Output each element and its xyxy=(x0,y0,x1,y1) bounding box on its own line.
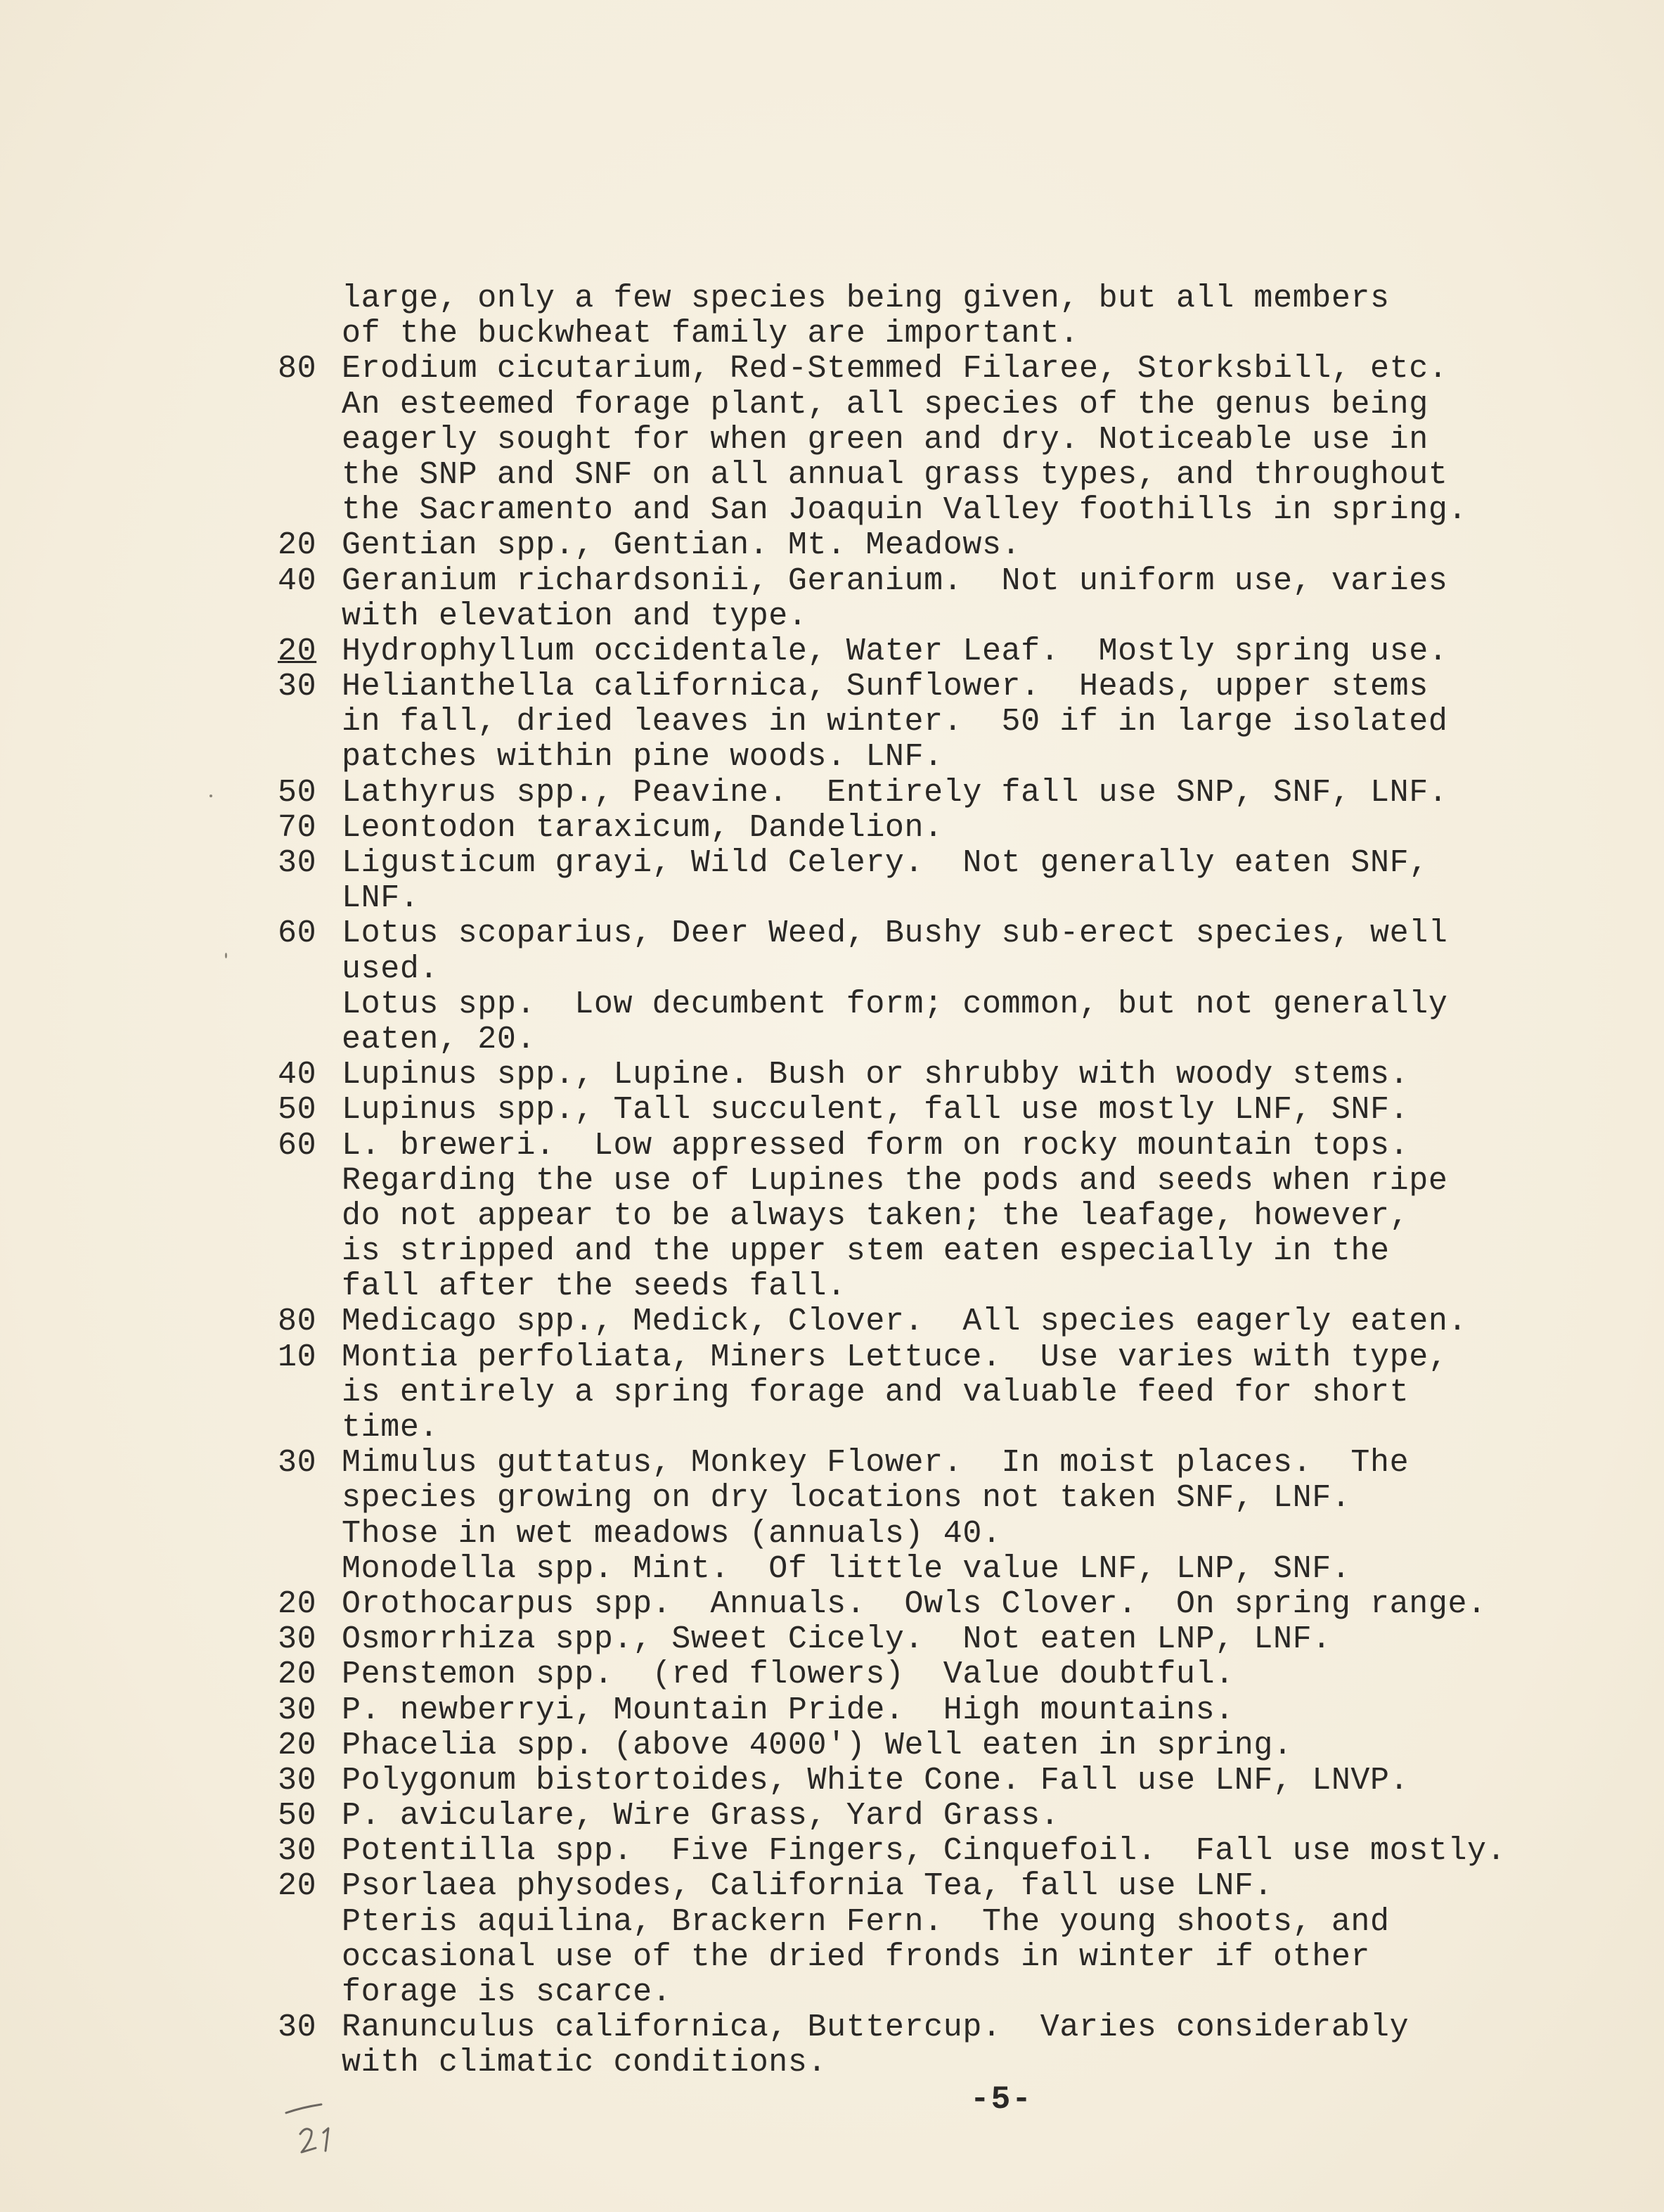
line-text: Lupinus spp., Lupine. Bush or shrubby with woody stems. xyxy=(342,1057,1410,1093)
document-line xyxy=(278,1552,1613,1587)
line-text: eagerly sought for when green and dry. Noticeable use in xyxy=(342,421,1428,458)
line-text: Lotus scoparius, Deer Weed, Bushy sub-erect species, well xyxy=(342,915,1448,952)
line-text: eaten, 20. xyxy=(342,1021,536,1057)
line-text: large, only a few species being given, but all members xyxy=(342,281,1390,316)
line-rating-number: 20 xyxy=(278,527,317,564)
document-line xyxy=(278,1234,1613,1269)
line-text: Phacelia spp. (above 4000') Well eaten in spring. xyxy=(342,1727,1293,1763)
line-text: LNF. xyxy=(342,880,420,917)
document-line xyxy=(278,599,1613,634)
document-line xyxy=(278,776,1613,811)
line-rating-number: 30 xyxy=(278,2010,317,2046)
line-rating-number: 40 xyxy=(278,1057,317,1093)
line-rating-number: 20 xyxy=(278,1727,317,1763)
pencil-annotation xyxy=(285,2092,362,2169)
line-text: occasional use of the dried fronds in winter if other xyxy=(342,1938,1371,1975)
line-rating-number: 30 xyxy=(278,1833,317,1870)
line-text: P. aviculare, Wire Grass, Yard Grass. xyxy=(342,1798,1060,1834)
document-line xyxy=(278,1164,1613,1199)
line-text: Pteris aquilina, Brackern Fern. The young shoots, and xyxy=(342,1903,1390,1940)
line-rating-number: 30 xyxy=(278,845,317,881)
line-text: time. xyxy=(342,1410,439,1446)
line-text: with elevation and type. xyxy=(342,598,808,634)
line-rating-number: 80 xyxy=(278,351,317,387)
document-line xyxy=(278,1340,1613,1375)
line-text: Ligusticum grayi, Wild Celery. Not generally eaten SNF, xyxy=(342,845,1428,881)
document-line xyxy=(278,564,1613,599)
line-rating-number: 50 xyxy=(278,1092,317,1128)
line-text: Helianthella californica, Sunflower. Heads, upper stems xyxy=(342,669,1428,705)
typed-entries xyxy=(278,281,1613,2081)
line-text: Hydrophyllum occidentale, Water Leaf. Mostly spring use. xyxy=(342,633,1448,669)
document-line xyxy=(278,1375,1613,1410)
line-text: the SNP and SNF on all annual grass types, and throughout xyxy=(342,456,1448,493)
document-line xyxy=(278,1057,1613,1093)
document-line xyxy=(278,1799,1613,1834)
line-text: is stripped and the upper stem eaten especially in the xyxy=(342,1233,1390,1270)
document-line xyxy=(278,528,1613,563)
line-text: the Sacramento and San Joaquin Valley foothills in spring. xyxy=(342,492,1468,529)
line-text: forage is scarce. xyxy=(342,1974,672,2010)
document-line xyxy=(278,1657,1613,1692)
line-text: Geranium richardsonii, Geranium. Not uniform use, varies xyxy=(342,562,1448,599)
line-text: fall after the seeds fall. xyxy=(342,1268,846,1305)
document-line xyxy=(278,916,1613,951)
page-number: -5- xyxy=(970,2081,1033,2118)
line-rating-number: 30 xyxy=(278,1445,317,1481)
line-rating-number: 20 xyxy=(278,1657,317,1693)
line-text: Lupinus spp., Tall succulent, fall use mostly LNF, SNF. xyxy=(342,1092,1410,1128)
document-line xyxy=(278,1446,1613,1481)
document-line xyxy=(278,1128,1613,1164)
document-line xyxy=(278,1410,1613,1446)
document-line xyxy=(278,987,1613,1022)
document-line xyxy=(278,2045,1613,2081)
line-text: Erodium cicutarium, Red-Stemmed Filaree, Storksbill, etc. xyxy=(342,351,1448,387)
line-rating-number: 20 xyxy=(278,1586,317,1622)
line-rating-number: 50 xyxy=(278,1798,317,1834)
line-text: P. newberryi, Mountain Pride. High mountains. xyxy=(342,1692,1234,1728)
document-line xyxy=(278,493,1613,528)
line-text: Potentilla spp. Five Fingers, Cinquefoil. Fall use mostly. xyxy=(342,1833,1507,1870)
line-rating-number: 30 xyxy=(278,669,317,705)
document-line xyxy=(278,669,1613,705)
document-line xyxy=(278,458,1613,493)
document-line xyxy=(278,705,1613,740)
document-line xyxy=(278,1869,1613,1904)
document-line xyxy=(278,952,1613,987)
line-text: Montia perfoliata, Miners Lettuce. Use varies with type, xyxy=(342,1339,1448,1375)
line-text: Psorlaea physodes, California Tea, fall use LNF. xyxy=(342,1868,1274,1905)
line-text: Those in wet meadows (annuals) 40. xyxy=(342,1515,1002,1552)
line-rating-number: 70 xyxy=(278,809,317,846)
document-line xyxy=(278,1199,1613,1234)
line-rating-number: 30 xyxy=(278,1762,317,1799)
document-line xyxy=(278,1269,1613,1304)
line-rating-number: 20 xyxy=(278,1868,317,1905)
document-line xyxy=(278,881,1613,916)
line-text: Lotus spp. Low decumbent form; common, but not generally xyxy=(342,986,1448,1022)
paper-speck xyxy=(209,795,212,797)
line-rating-number: 10 xyxy=(278,1339,317,1375)
line-text: Orothocarpus spp. Annuals. Owls Clover. On spring range. xyxy=(342,1586,1487,1622)
paper-speck xyxy=(225,953,227,958)
line-text: Penstemon spp. (red flowers) Value doubtful. xyxy=(342,1657,1234,1693)
document-line xyxy=(278,1587,1613,1622)
document-line xyxy=(278,1093,1613,1128)
line-text: with climatic conditions. xyxy=(342,2045,827,2081)
document-line xyxy=(278,352,1613,387)
line-text: Polygonum bistortoides, White Cone. Fall use LNF, LNVP. xyxy=(342,1762,1410,1799)
document-line xyxy=(278,1517,1613,1552)
document-line xyxy=(278,1905,1613,1940)
document-line xyxy=(278,1763,1613,1799)
document-line xyxy=(278,387,1613,423)
line-text: do not appear to be always taken; the leafage, however, xyxy=(342,1197,1410,1234)
line-text: Medicago spp., Medick, Clover. All species eagerly eaten. xyxy=(342,1304,1468,1340)
document-line xyxy=(278,1728,1613,1763)
line-text: Ranunculus californica, Buttercup. Varies considerably xyxy=(342,2010,1410,2046)
document-line xyxy=(278,1940,1613,1975)
line-rating-number: 30 xyxy=(278,1621,317,1658)
line-rating-number: 20 xyxy=(278,633,317,669)
line-rating-number: 60 xyxy=(278,915,317,952)
document-line xyxy=(278,316,1613,352)
line-text: Mimulus guttatus, Monkey Flower. In moist places. The xyxy=(342,1445,1410,1481)
document-line xyxy=(278,634,1613,669)
document-line xyxy=(278,281,1613,316)
line-text: in fall, dried leaves in winter. 50 if in large isolated xyxy=(342,704,1448,740)
line-rating-number: 80 xyxy=(278,1304,317,1340)
line-text: of the buckwheat family are important. xyxy=(342,316,1079,352)
line-rating-number: 60 xyxy=(278,1127,317,1164)
line-rating-number: 40 xyxy=(278,562,317,599)
document-line xyxy=(278,811,1613,846)
document-line xyxy=(278,2010,1613,2045)
document-line xyxy=(278,1693,1613,1728)
line-rating-number: 30 xyxy=(278,1692,317,1728)
line-text: Lathyrus spp., Peavine. Entirely fall use SNP, SNF, LNF. xyxy=(342,774,1448,811)
document-line xyxy=(278,1304,1613,1339)
line-text: patches within pine woods. LNF. xyxy=(342,739,943,776)
line-rating-number: 50 xyxy=(278,774,317,811)
line-text: Monodella spp. Mint. Of little value LNF, LNP, SNF. xyxy=(342,1550,1351,1587)
document-line xyxy=(278,1022,1613,1057)
line-text: An esteemed forage plant, all species of the genus being xyxy=(342,386,1428,423)
document-line xyxy=(278,846,1613,881)
line-text: is entirely a spring forage and valuable feed for short xyxy=(342,1374,1410,1410)
document-line xyxy=(278,1834,1613,1869)
line-text: Osmorrhiza spp., Sweet Cicely. Not eaten LNP, LNF. xyxy=(342,1621,1331,1658)
line-text: Regarding the use of Lupines the pods and seeds when ripe xyxy=(342,1162,1448,1199)
document-line xyxy=(278,1481,1613,1516)
line-text: species growing on dry locations not taken SNF, LNF. xyxy=(342,1480,1351,1517)
document-line xyxy=(278,740,1613,775)
document-line xyxy=(278,1622,1613,1657)
line-text: L. breweri. Low appressed form on rocky mountain tops. xyxy=(342,1127,1410,1164)
document-line xyxy=(278,423,1613,458)
document-line xyxy=(278,1975,1613,2010)
line-text: Gentian spp., Gentian. Mt. Meadows. xyxy=(342,527,1021,564)
line-text: used. xyxy=(342,951,439,987)
line-text: Leontodon taraxicum, Dandelion. xyxy=(342,809,943,846)
